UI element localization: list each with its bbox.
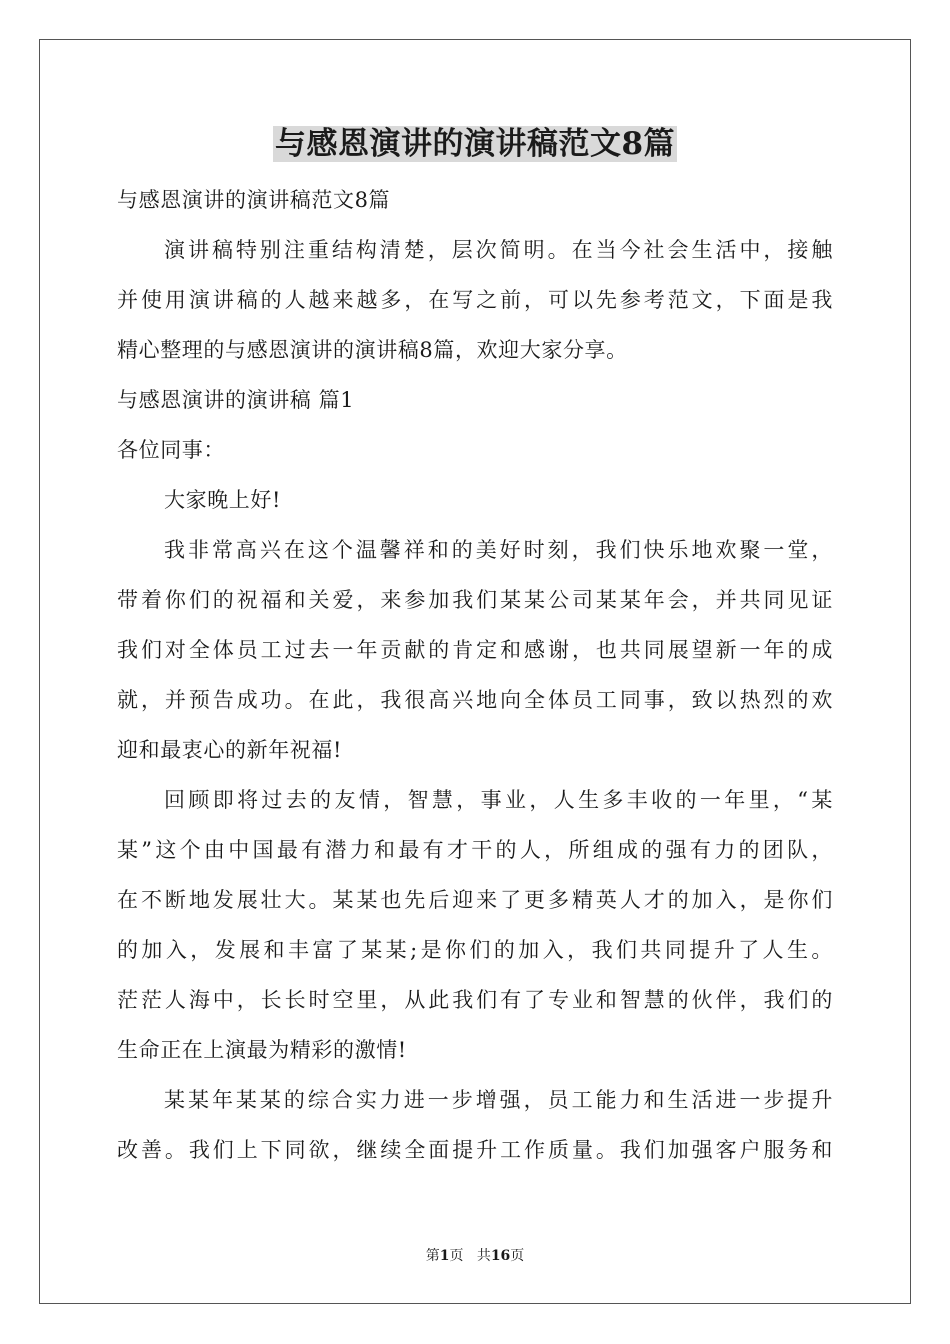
text-line: 茫茫人海中，长长时空里，从此我们有了专业和智慧的伙伴，我们的 — [117, 988, 833, 1012]
text-line: 大家晚上好! — [164, 488, 282, 512]
text-line: 某”这个由中国最有潜力和最有才干的人，所组成的强有力的团队， — [117, 838, 833, 862]
text-line: 与感恩演讲的演讲稿范文8篇 — [117, 188, 391, 212]
page-label-prefix: 第 — [425, 1248, 440, 1264]
text-line: 回顾即将过去的友情，智慧，事业，人生多丰收的一年里，“某 — [164, 788, 833, 812]
page-label-suffix: 页 — [449, 1248, 464, 1264]
text-line: 生命正在上演最为精彩的激情! — [117, 1038, 407, 1062]
text-line: 在不断地发展壮大。某某也先后迎来了更多精英人才的加入，是你们 — [117, 888, 833, 912]
page-number: 1 — [439, 1248, 450, 1264]
text-line: 并使用演讲稿的人越来越多，在写之前，可以先参考范文，下面是我 — [117, 288, 833, 312]
total-label-suffix: 页 — [510, 1248, 525, 1264]
text-line: 各位同事： — [117, 438, 225, 462]
page-footer — [0, 1246, 950, 1266]
text-line: 演讲稿特别注重结构清楚，层次简明。在当今社会生活中，接触 — [164, 238, 833, 262]
text-line: 就，并预告成功。在此，我很高兴地向全体员工同事，致以热烈的欢 — [117, 688, 833, 712]
text-line: 精心整理的与感恩演讲的演讲稿8篇，欢迎大家分享。 — [117, 338, 628, 362]
document-body — [117, 175, 833, 1175]
text-line: 某某年某某的综合实力进一步增强，员工能力和生活进一步提升 — [164, 1088, 833, 1112]
text-line: 带着你们的祝福和关爱，来参加我们某某公司某某年会，并共同见证 — [117, 588, 833, 612]
document-title — [0, 122, 950, 166]
total-pages: 16 — [490, 1248, 511, 1264]
text-line: 与感恩演讲的演讲稿 篇1 — [117, 388, 355, 412]
text-line: 我们对全体员工过去一年贡献的肯定和感谢，也共同展望新一年的成 — [117, 638, 833, 662]
total-label-prefix: 共 — [476, 1248, 491, 1264]
text-line: 我非常高兴在这个温馨祥和的美好时刻，我们快乐地欢聚一堂， — [164, 538, 833, 562]
document-title-text: 与感恩演讲的演讲稿范文8篇 — [274, 126, 676, 162]
text-line: 迎和最衷心的新年祝福! — [117, 738, 343, 762]
text-line: 的加入，发展和丰富了某某;是你们的加入，我们共同提升了人生。 — [117, 938, 833, 962]
text-line: 改善。我们上下同欲，继续全面提升工作质量。我们加强客户服务和 — [117, 1138, 833, 1162]
